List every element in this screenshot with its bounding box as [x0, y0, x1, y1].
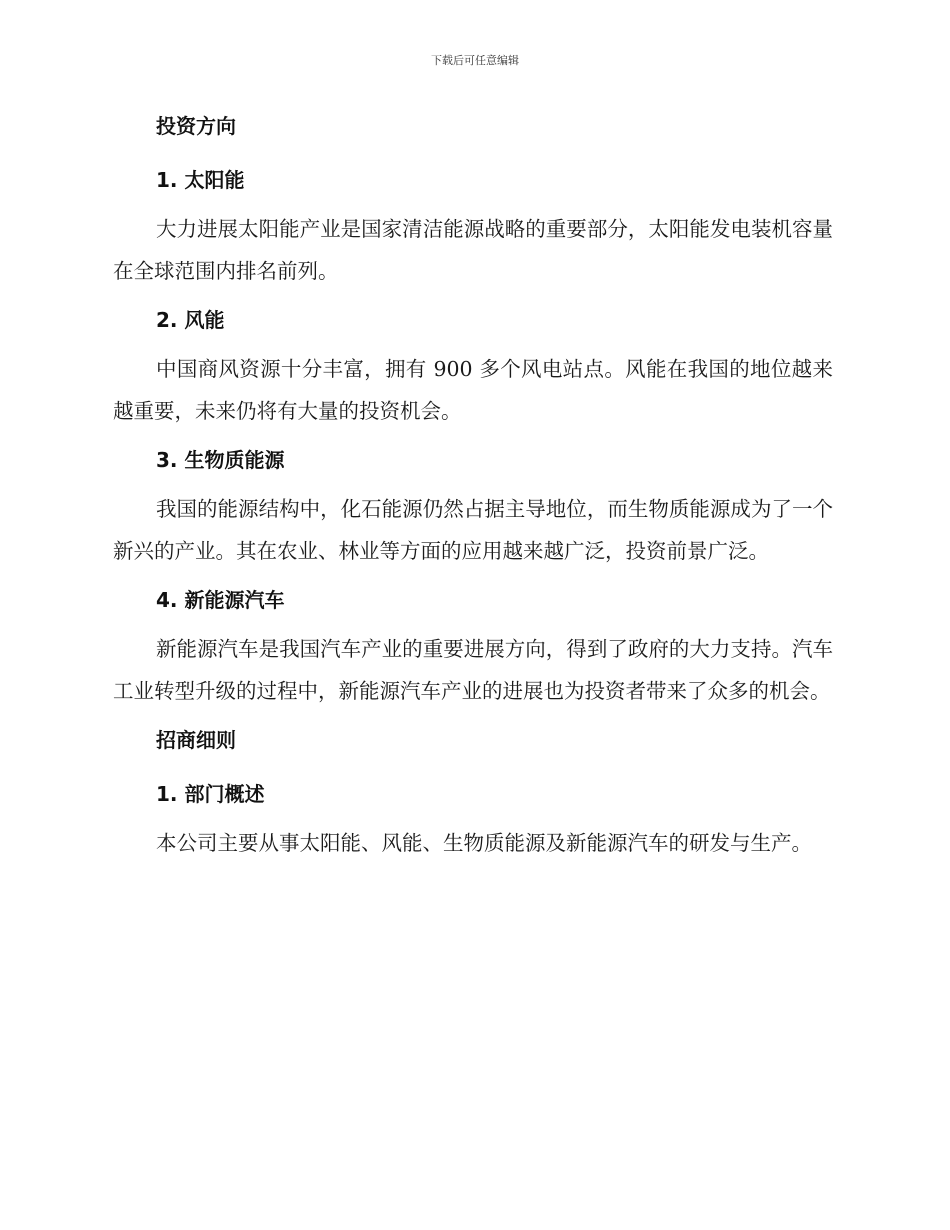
- subheading-new-energy-vehicles: 4. 新能源汽车: [156, 588, 285, 612]
- section-heading-merchants: 招商细则: [156, 728, 236, 752]
- subheading-solar: 1. 太阳能: [156, 168, 245, 192]
- paragraph-solar: 大力进展太阳能产业是国家清洁能源战略的重要部分，太阳能发电装机容量在全球范围内排名前列。: [113, 217, 833, 283]
- paragraph-wind: 中国商风资源十分丰富，拥有 900 多个风电站点。风能在我国的地位越来越重要，未来仍将有大量的投资机会。: [113, 357, 833, 423]
- subheading-wind: 2. 风能: [156, 308, 225, 332]
- section-heading-investment: 投资方向: [156, 114, 236, 138]
- paragraph-new-energy-vehicles: 新能源汽车是我国汽车产业的重要进展方向，得到了政府的大力支持。汽车工业转型升级的过程中，新能源汽车产业的进展也为投资者带来了众多的机会。: [113, 637, 833, 703]
- document-body: [113, 110, 833, 864]
- paragraph-biomass: 我国的能源结构中，化石能源仍然占据主导地位，而生物质能源成为了一个新兴的产业。其在农业、林业等方面的应用越来越广泛，投资前景广泛。: [113, 497, 833, 563]
- paragraph-department-overview: 本公司主要从事太阳能、风能、生物质能源及新能源汽车的研发与生产。: [156, 831, 812, 855]
- subheading-department-overview: 1. 部门概述: [156, 782, 265, 806]
- page-header: 下载后可任意编辑: [431, 54, 519, 67]
- subheading-biomass: 3. 生物质能源: [156, 448, 285, 472]
